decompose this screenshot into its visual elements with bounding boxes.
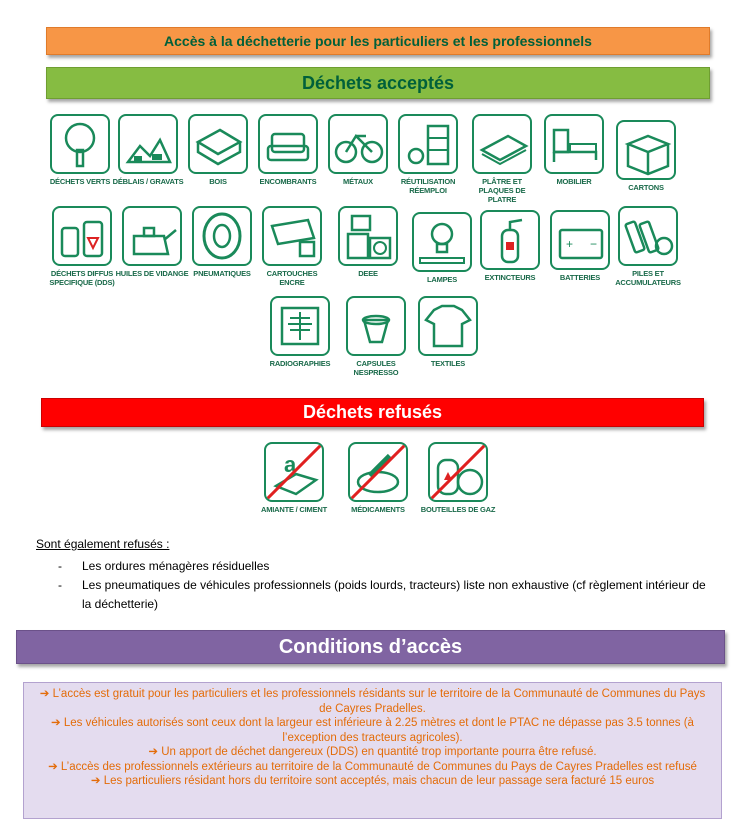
accepted-tile bbox=[184, 206, 260, 278]
battery-icon bbox=[550, 210, 610, 270]
conditions-box bbox=[23, 682, 722, 819]
cells-icon bbox=[618, 206, 678, 266]
gas-bottle-icon bbox=[428, 442, 488, 502]
accepted-label: CARTOUCHES ENCRE bbox=[266, 269, 318, 287]
accepted-label: CARTONS bbox=[628, 183, 664, 192]
accepted-tile bbox=[464, 114, 540, 204]
refused-tile bbox=[420, 442, 496, 514]
header-banner bbox=[46, 27, 710, 55]
svg-text:−: − bbox=[590, 237, 598, 251]
accepted-tile bbox=[42, 114, 118, 186]
list-item: - Les ordures ménagères résiduelles bbox=[36, 557, 716, 576]
arrow-icon: ➔ bbox=[148, 746, 159, 758]
accepted-label: PNEUMATIQUES bbox=[193, 269, 251, 278]
accepted-label: BOIS bbox=[209, 177, 227, 186]
accepted-tile bbox=[390, 114, 466, 195]
svg-text:+: + bbox=[566, 237, 574, 251]
refused-tile bbox=[256, 442, 332, 514]
arrow-icon: ➔ bbox=[48, 760, 58, 773]
accepted-label: MÉTAUX bbox=[343, 177, 373, 186]
accepted-tile bbox=[250, 114, 326, 186]
plaster-icon bbox=[472, 114, 532, 174]
cardboard-box-icon bbox=[616, 120, 676, 180]
accepted-label: DÉCHETS DIFFUS SPECIFIQUE (DDS) bbox=[49, 269, 115, 287]
accepted-label: MOBILIER bbox=[556, 177, 592, 186]
accepted-tile bbox=[180, 114, 256, 186]
accepted-tile bbox=[254, 206, 330, 287]
medicine-icon bbox=[348, 442, 408, 502]
accepted-label: BATTERIES bbox=[559, 273, 601, 282]
rubble-icon bbox=[118, 114, 178, 174]
accepted-label: HUILES DE VIDANGE bbox=[115, 269, 189, 278]
accepted-label: PLÂTRE ET PLAQUES DE PLATRE bbox=[478, 177, 526, 204]
accepted-tile bbox=[44, 206, 120, 287]
extinguisher-icon bbox=[480, 210, 540, 270]
also-refused-section bbox=[36, 537, 716, 614]
accepted-tile bbox=[610, 206, 686, 287]
ink-cartridge-icon bbox=[262, 206, 322, 266]
lamp-icon bbox=[412, 212, 472, 272]
bed-icon bbox=[544, 114, 604, 174]
accepted-label: DÉCHETS VERTS bbox=[49, 177, 111, 186]
accepted-label: TEXTILES bbox=[430, 359, 466, 368]
accepted-tile bbox=[338, 296, 414, 377]
accepted-tile bbox=[330, 206, 406, 278]
svg-text:a: a bbox=[284, 452, 297, 477]
asbestos-icon bbox=[264, 442, 324, 502]
accepted-tile bbox=[542, 210, 618, 282]
refused-label: AMIANTE / CIMENT bbox=[261, 505, 327, 514]
accepted-label: LAMPES bbox=[426, 275, 458, 284]
arrow-icon: ➔ bbox=[51, 717, 61, 729]
condition-line: ➔ Un apport de déchet dangereux (DDS) en quantité trop importante pourra être refusé. bbox=[148, 746, 597, 758]
accepted-tile bbox=[404, 212, 480, 284]
list-item: - Les pneumatiques de véhicules professionnels (poids lourds, tracteurs) liste non exhaustive (cf règlement intérieur de la déchetterie) bbox=[36, 576, 716, 614]
accepted-tile bbox=[608, 120, 684, 192]
condition-line: ➔ Les véhicules autorisés sont ceux dont la largeur est inférieure à 2.25 mètres et dont le PTAC ne dépasse pas 3.5 tonnes (à l’exception des tracteurs agricoles). bbox=[51, 717, 694, 744]
reuse-icon bbox=[398, 114, 458, 174]
refused-title: Déchets refusés bbox=[302, 402, 443, 422]
accepted-banner bbox=[46, 67, 710, 99]
accepted-label: ENCOMBRANTS bbox=[259, 177, 317, 186]
accepted-label: RÉUTILISATION RÉEMPLOI bbox=[400, 177, 456, 195]
oil-can-icon bbox=[122, 206, 182, 266]
also-refused-list bbox=[36, 557, 716, 614]
accepted-label: RADIOGRAPHIES bbox=[269, 359, 331, 368]
tyre-icon bbox=[192, 206, 252, 266]
bicycle-icon bbox=[328, 114, 388, 174]
accepted-tile bbox=[472, 210, 548, 282]
capsule-icon bbox=[346, 296, 406, 356]
refused-tile bbox=[340, 442, 416, 514]
accepted-label: CAPSULES NESPRESSO bbox=[353, 359, 399, 377]
condition-line: ➔ Les particuliers résidant hors du territoire sont acceptés, mais chacun de leur passage sera facturé 15 euros bbox=[90, 775, 655, 787]
arrow-icon: ➔ bbox=[90, 775, 101, 787]
tshirt-icon bbox=[418, 296, 478, 356]
tree-icon bbox=[50, 114, 110, 174]
condition-line: ➔ L’accès est gratuit pour les particuliers et les professionnels résidants sur le territoire de la Communauté de Communes du Pays de Cayres Pradelles. bbox=[39, 688, 706, 715]
chemical-bottles-icon bbox=[52, 206, 112, 266]
conditions-banner bbox=[16, 630, 725, 664]
accepted-tile bbox=[536, 114, 612, 186]
condition-line: ➔ L’accès des professionnels extérieurs au territoire de la Communauté de Communes du Pays de Cayres Pradelles est refusé bbox=[48, 760, 697, 773]
also-refused-title: Sont également refusés : bbox=[36, 537, 170, 551]
xray-icon bbox=[270, 296, 330, 356]
accepted-tile bbox=[262, 296, 338, 368]
pallet-icon bbox=[188, 114, 248, 174]
refused-label: MÉDICAMENTS bbox=[351, 505, 405, 514]
accepted-title: Déchets acceptés bbox=[301, 72, 455, 93]
armchair-icon bbox=[258, 114, 318, 174]
accepted-label: PILES ET ACCUMULATEURS bbox=[615, 269, 681, 287]
accepted-tile bbox=[110, 114, 186, 186]
accepted-label: EXTINCTEURS bbox=[484, 273, 536, 282]
accepted-tile bbox=[114, 206, 190, 278]
accepted-label: DEEE bbox=[358, 269, 378, 278]
arrow-icon: ➔ bbox=[39, 688, 50, 700]
refused-banner bbox=[41, 398, 704, 427]
accepted-label: DÉBLAIS / GRAVATS bbox=[112, 177, 184, 186]
accepted-tile bbox=[320, 114, 396, 186]
conditions-title: Conditions d’accès bbox=[278, 635, 463, 658]
appliances-icon bbox=[338, 206, 398, 266]
refused-label: BOUTEILLES DE GAZ bbox=[420, 505, 496, 514]
header-title: Accès à la déchetterie pour les particuliers et les professionnels bbox=[164, 33, 592, 49]
accepted-tile bbox=[410, 296, 486, 368]
